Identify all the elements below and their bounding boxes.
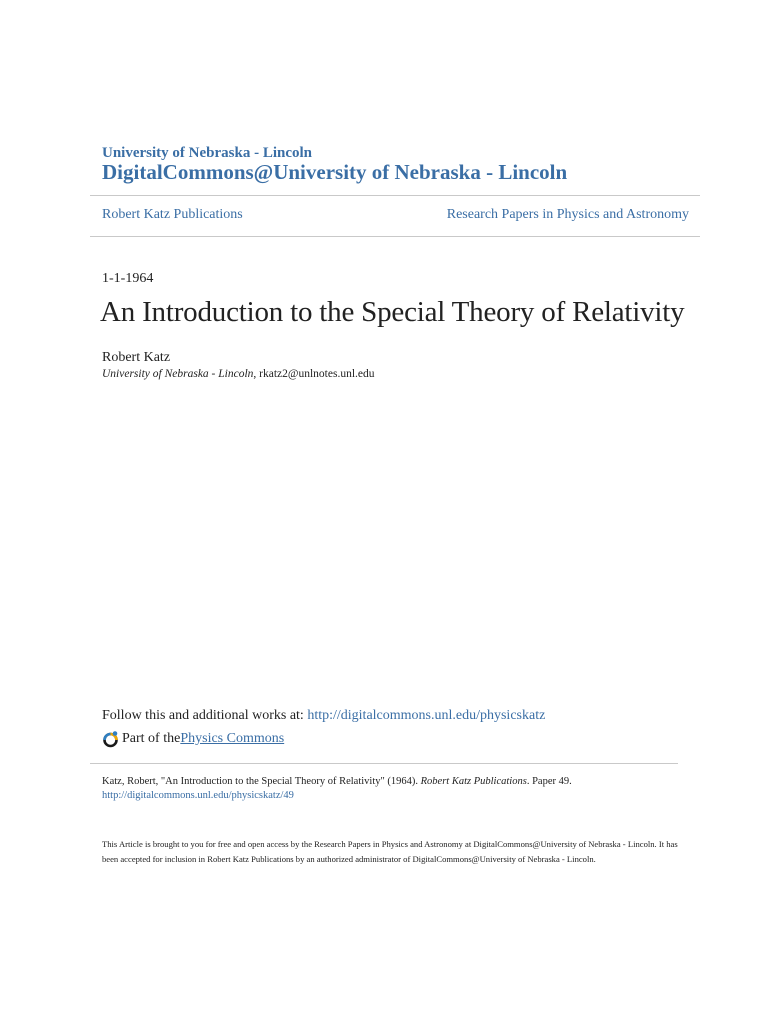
article-title: An Introduction to the Special Theory of Relativity (100, 296, 685, 328)
author-email: rkatz2@unlnotes.unl.edu (259, 368, 375, 380)
divider-series (90, 236, 700, 237)
affiliation-separator: , (253, 368, 260, 380)
access-notice: This Article is brought to you for free and open access by the Research Papers in Physics and Astronomy at DigitalCommons@University of Nebraska - Lincoln. It has been accepted for inclusion in Robert Katz Publications by an authorized administrator of DigitalCommons@University of Nebraska - Lincoln. (102, 839, 678, 864)
part-of-label: Part of the (122, 731, 181, 746)
affiliation-name: University of Nebraska - Lincoln (102, 368, 254, 380)
follow-line (102, 708, 545, 724)
author-name: Robert Katz (102, 350, 171, 365)
series-link-katz-publications[interactable]: Robert Katz Publications (102, 207, 243, 222)
author-affiliation (102, 368, 375, 380)
open-access-icon (102, 730, 120, 748)
institution-link[interactable]: University of Nebraska - Lincoln (102, 145, 312, 161)
citation-series: Robert Katz Publications (420, 776, 527, 787)
follow-url-link[interactable]: http://digitalcommons.unl.edu/physicskatz (307, 708, 546, 723)
divider-citation (90, 763, 678, 764)
physics-commons-link[interactable]: Physics Commons (180, 731, 285, 746)
citation-text (102, 775, 572, 789)
publication-date: 1-1-1964 (102, 271, 154, 286)
citation-part-b: . Paper 49. (526, 776, 572, 787)
series-link-physics-astronomy[interactable]: Research Papers in Physics and Astronomy (446, 207, 689, 222)
citation-url-link[interactable]: http://digitalcommons.unl.edu/physicskatz/49 (102, 790, 294, 801)
repository-link[interactable]: DigitalCommons@University of Nebraska - Lincoln (102, 160, 568, 184)
follow-label: Follow this and additional works at: (102, 708, 308, 723)
citation-part-a: Katz, Robert, "An Introduction to the Special Theory of Relativity" (1964). (102, 776, 421, 787)
part-of-line (102, 730, 284, 748)
divider-top (90, 195, 700, 196)
